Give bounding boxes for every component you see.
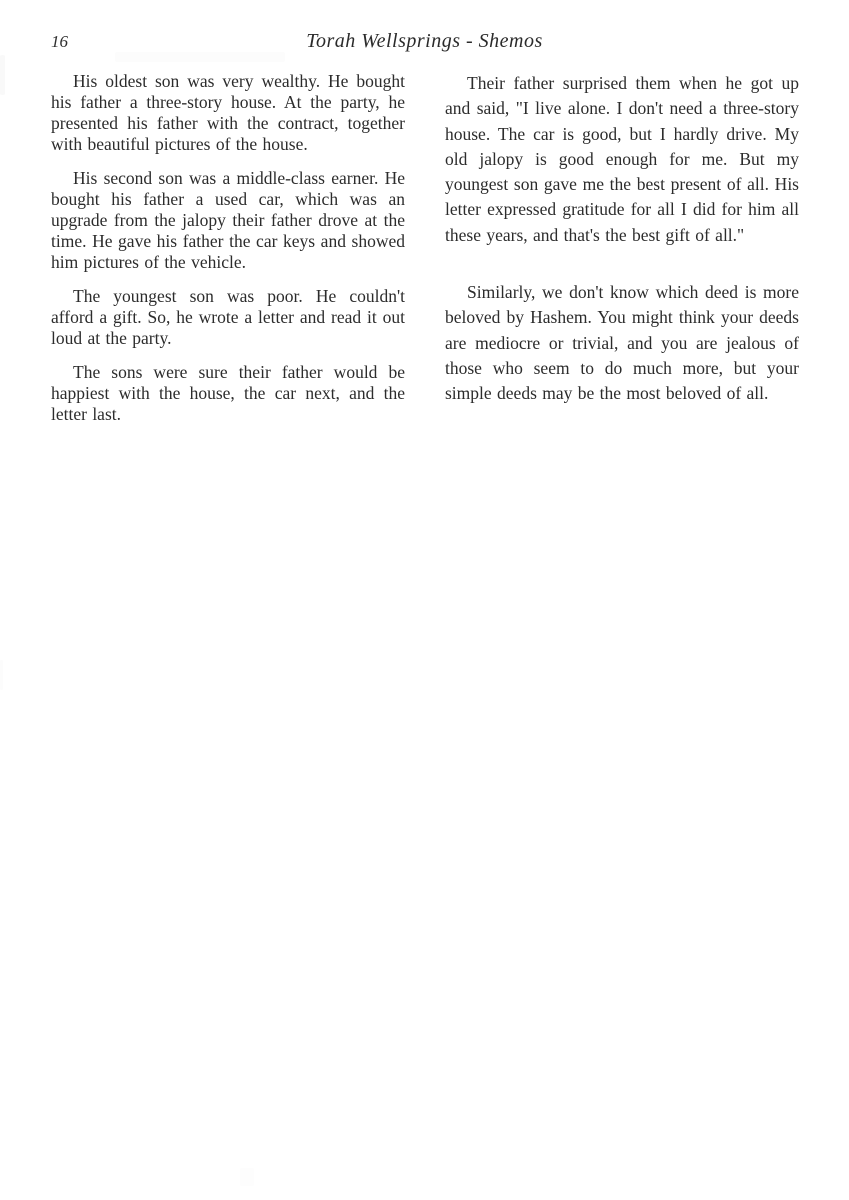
left-text-column xyxy=(51,71,405,438)
scan-artifact xyxy=(115,52,285,62)
scan-artifact xyxy=(0,55,5,95)
scan-artifact xyxy=(240,1168,254,1186)
page-title: Torah Wellsprings - Shemos xyxy=(306,30,543,52)
paragraph: His second son was a middle-class earner. He bought his father a used car, which was an upgrade from the jalopy their father drove at the time. He gave his father the car keys and showed him pictures of the vehicle. xyxy=(51,168,405,272)
right-text-column xyxy=(445,71,799,413)
paragraph: The youngest son was poor. He couldn't afford a gift. So, he wrote a letter and read it out loud at the party. xyxy=(51,286,405,348)
paragraph: The sons were sure their father would be happiest with the house, the car next, and the letter last. xyxy=(51,362,405,424)
paragraph: Similarly, we don't know which deed is more beloved by Hashem. You might think your deeds are mediocre or trivial, and you are jealous of those who seem to do much more, but your simple deeds may be the most beloved of all. xyxy=(445,282,799,404)
scan-artifact xyxy=(0,660,3,690)
paragraph: Their father surprised them when he got up and said, "I live alone. I don't need a three-story house. The car is good, but I hardly drive. My old jalopy is good enough for me. But my youngest son gave me the best present of all. His letter expressed gratitude for all I did for him all these years, and that's the best gift of all." xyxy=(445,73,799,245)
paragraph: His oldest son was very wealthy. He bought his father a three-story house. At the party, he presented his father with the contract, together with beautiful pictures of the house. xyxy=(51,71,405,154)
page-number: 16 xyxy=(51,32,68,51)
